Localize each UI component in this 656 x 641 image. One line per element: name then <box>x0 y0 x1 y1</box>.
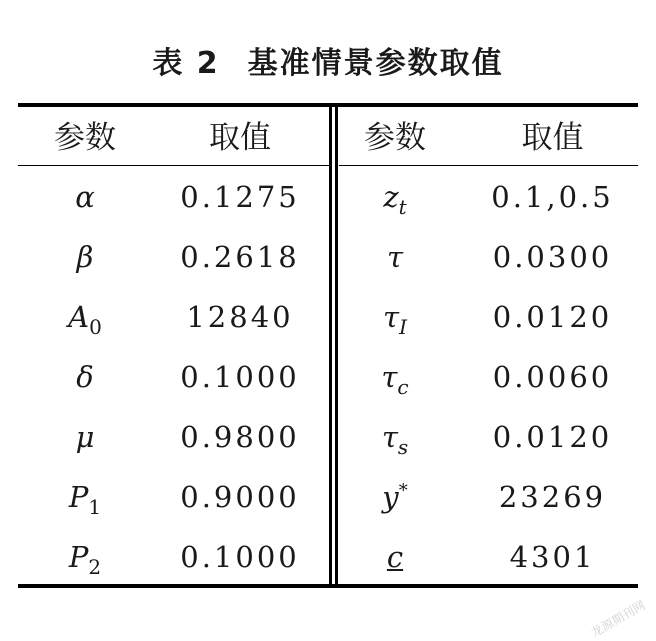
param-value: 0.9000 <box>180 480 300 514</box>
param-value: 0.1000 <box>180 540 300 574</box>
watermark: 龙源期刊网 <box>588 598 648 641</box>
table-top-rule <box>18 103 638 107</box>
param-value: 4301 <box>509 540 596 574</box>
header-value-right: 取值 <box>521 120 584 156</box>
param-value: 0.0120 <box>492 300 613 334</box>
param-symbol: δ <box>76 360 94 394</box>
param-value: 0.0120 <box>492 420 613 454</box>
param-symbol: $A_0$ <box>68 300 102 339</box>
param-symbol: $\tau_s$ <box>381 420 409 459</box>
param-value: 0.2618 <box>180 240 300 274</box>
param-symbol: c <box>386 540 404 574</box>
param-value: 23269 <box>498 480 607 514</box>
header-value-left: 取值 <box>209 120 271 156</box>
param-value: 0.1275 <box>180 180 300 214</box>
double-divider-line-2 <box>335 107 338 584</box>
header-rule-left <box>18 165 329 166</box>
double-divider-line-1 <box>329 107 332 584</box>
header-rule-right <box>339 165 638 166</box>
param-symbol: y* <box>382 480 408 514</box>
param-value: 0.1000 <box>180 360 300 394</box>
table-number: 表 2 <box>152 46 220 81</box>
param-symbol: $P_1$ <box>68 480 102 519</box>
param-value: 0.1,0.5 <box>491 180 614 214</box>
table-caption: 基准情景参数取值 <box>247 46 504 81</box>
param-symbol: $\tau_c$ <box>381 360 409 399</box>
param-symbol: μ <box>75 420 95 454</box>
param-symbol: α <box>75 180 95 214</box>
param-value: 0.0060 <box>492 360 613 394</box>
param-value: 0.0300 <box>492 240 613 274</box>
param-symbol: $\tau_I$ <box>383 300 407 339</box>
param-value: 0.9800 <box>180 420 300 454</box>
param-symbol: β <box>76 240 94 274</box>
param-symbol: $z_t$ <box>383 180 407 219</box>
param-value: 12840 <box>186 300 294 334</box>
table-title <box>0 38 656 82</box>
table-bottom-rule <box>18 584 638 588</box>
header-param-right: 参数 <box>364 120 426 156</box>
param-symbol: τ <box>386 240 404 274</box>
header-param-left: 参数 <box>54 120 116 156</box>
param-symbol: $P_2$ <box>68 540 102 579</box>
